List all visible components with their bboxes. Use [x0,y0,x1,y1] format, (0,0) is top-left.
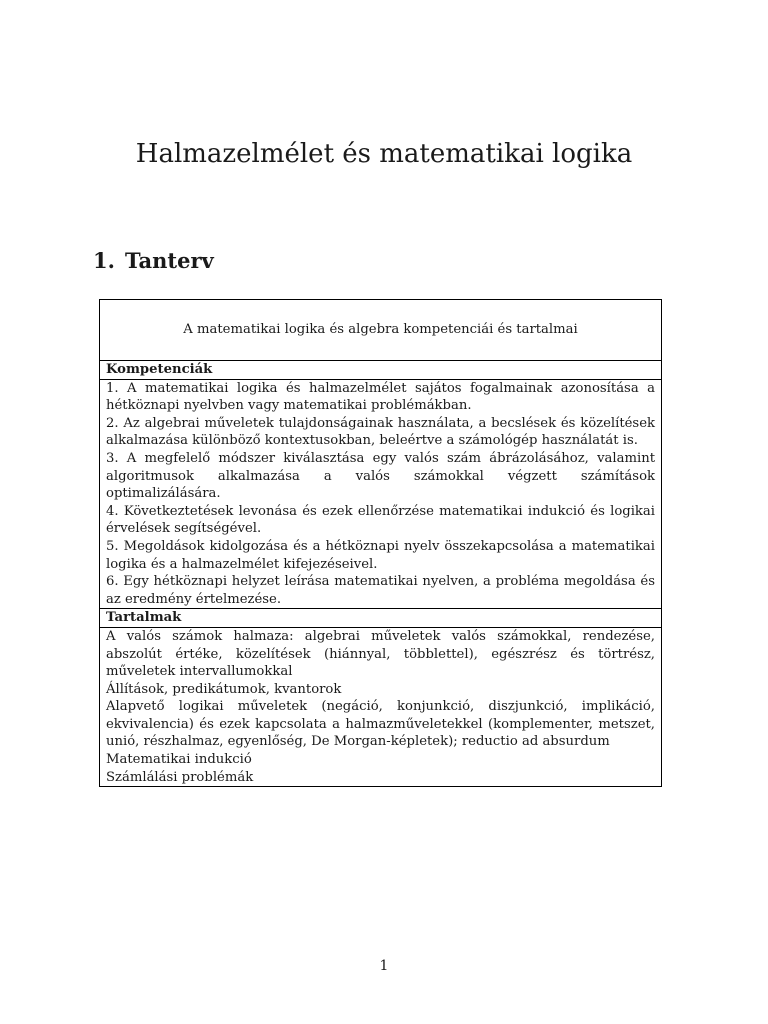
competency-item: 6. Egy hétköznapi helyzet leírása matematikai nyelven, a probléma megoldása és az eredmény értelmezése. [106,574,655,607]
competency-item: 3. A megfelelő módszer kiválasztása egy valós szám ábrázolásához, valamint algoritmusok alkalmazása a valós számokkal végzett számítások optimalizálására. [106,450,655,502]
curriculum-table [99,299,662,787]
competency-item: 1. A matematikai logika és halmazelmélet sajátos fogalmainak azonosítása a hétköznapi nyelvben vagy matematikai problémákban. [106,380,655,414]
contents-list [100,628,661,786]
competencies-heading: Kompetenciák [100,361,661,380]
content-item: Matematikai indukció [106,752,252,768]
page-title: Halmazelmélet és matematikai logika [135,139,633,169]
section-title: Tanterv [124,248,214,273]
content-item: Állítások, predikátumok, kvantorok [106,681,342,697]
table-header-text: A matematikai logika és algebra kompetenciái és tartalmai [183,322,578,338]
competency-item: 5. Megoldások kidolgozása és a hétköznapi nyelv összekapcsolása a matematikai logika és a halmazelmélet kifejezéseivel. [106,538,655,572]
section-heading [93,247,214,275]
section-number: 1. [93,248,115,273]
content-item: Alapvető logikai műveletek (negáció, konjunkció, diszjunkció, implikáció, ekvivalencia) és ezek kapcsolata a halmazműveletekkel (komplementer, metszet, unió, részhalmaz, egyenlőség, De Morgan-képletek); reductio ad absurdum [106,699,655,750]
contents-heading: Tartalmak [100,608,661,628]
competency-item: 2. Az algebrai műveletek tulajdonságainak használata, a becslések és közelítések alkalmazása különböző kontextusokban, beleértve a számológép használatát is. [106,415,655,449]
content-item: A valós számok halmaza: algebrai műveletek valós számokkal, rendezése, abszolút értéke, közelítések (hiánnyal, többlettel), egészrész és törtrész, műveletek intervallumokkal [106,628,655,680]
page-number: 1 [379,958,389,974]
competency-item: 4. Következtetések levonása és ezek ellenőrzése matematikai indukció és logikai érvelések segítségével. [106,503,655,537]
table-header [100,300,661,361]
competencies-list [100,380,661,609]
content-item: Számlálási problémák [106,769,254,785]
